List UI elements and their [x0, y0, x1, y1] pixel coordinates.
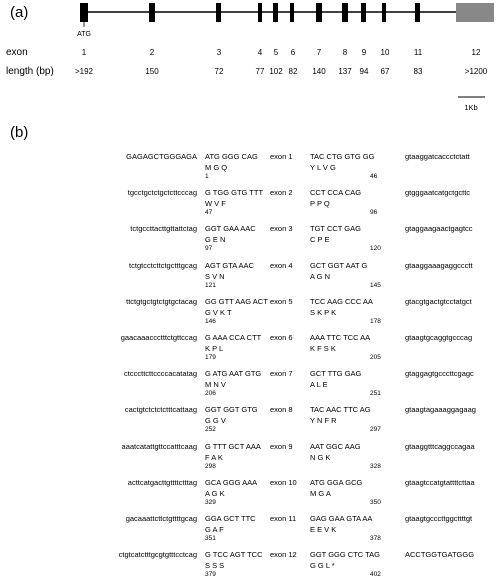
exon-length: 72 [214, 67, 224, 76]
intron-downstream-seq: gtaggagtgcccttcgagc [405, 369, 474, 379]
intron-downstream-seq: ACCTGGTGATGGG [405, 550, 475, 560]
exon-7-box [316, 3, 322, 22]
exon-end-position: 251 [370, 390, 381, 398]
exon-start-aa: G V K T [205, 307, 232, 317]
exon-4-box [258, 3, 262, 22]
exon-end-aa: S K P K [310, 307, 337, 317]
intron-upstream-seq: tctgccttacttgttattctag [130, 224, 197, 234]
exon-num: 4 [257, 48, 263, 57]
exon-num: 3 [216, 48, 222, 57]
exon-start-codons: G TTT GCT AAA [205, 441, 261, 451]
exon-num: 10 [380, 48, 390, 57]
exon-2-box [149, 3, 155, 22]
exon-end-position: 328 [370, 462, 381, 470]
intron-upstream-seq: ctgtcatctttgcgtgtttcctcag [118, 550, 197, 560]
exon-label: exon 4 [270, 260, 293, 270]
exon-end-aa: K F S K [310, 344, 336, 353]
exon-start-aa: K P L [205, 344, 224, 353]
exon-end-codons: TAC CTG GTG GG [310, 152, 375, 161]
intron-upstream-seq: gaacaaaccctttctgttccag [120, 333, 197, 342]
exon-start-codons: G ATG AAT GTG [205, 369, 262, 379]
exon-end-position: 178 [370, 317, 381, 325]
exon-end-codons: GCT TTG GAG [310, 369, 362, 379]
exon-end-codons: GAG GAA GTA AA [310, 514, 373, 523]
atg-label: ATG [77, 31, 91, 38]
exon-label: exon 3 [270, 224, 293, 234]
exon-num: 6 [290, 48, 296, 57]
gene-structure-diagram [0, 0, 500, 120]
intron-upstream-seq: ctcccttcttccccacatatag [124, 369, 197, 379]
exon-length: >192 [74, 67, 94, 76]
exon-end-aa: C P E [310, 235, 330, 245]
exon-end-codons: ATG GGA GCG [310, 477, 363, 487]
exon-12-utr-box [456, 3, 494, 22]
intron-downstream-seq: gtaggaagaactgagtcc [405, 224, 473, 234]
exon-length: 137 [338, 67, 352, 76]
exon-label: exon 7 [270, 369, 293, 379]
exon-start-aa: F A K [205, 452, 223, 462]
intron-downstream-seq: gtgggaatcatgctgcttc [405, 188, 471, 198]
exon-end-aa: P P Q [310, 199, 330, 209]
exon-num: 7 [316, 48, 322, 57]
exon-end-codons: GGT GGG CTC TAG [310, 550, 381, 560]
exon-end-codons: TAC AAC TTC AG [310, 405, 371, 415]
exon-end-position: 120 [370, 245, 381, 253]
intron-downstream-seq: gtaagtccatgtattttcttaa [405, 477, 475, 487]
intron-upstream-seq: ttctgtgctgtctgtgctacag [126, 296, 197, 306]
exon-end-aa: A G N [310, 271, 331, 281]
exon-end-aa: E E V K [310, 525, 337, 534]
exon-end-position: 402 [370, 571, 381, 578]
exon-start-codons: GCA GGG AAA [205, 477, 258, 487]
exon-label: exon 9 [270, 441, 293, 451]
length-row-label: length (bp) [6, 66, 54, 77]
exon-9-box [361, 3, 366, 22]
intron-downstream-seq: gtaagtgcaggtgcccag [405, 333, 473, 342]
exon-11-box [415, 3, 420, 22]
exon-start-aa: G G V [205, 416, 226, 426]
exon-end-codons: AAA TTC TCC AA [310, 333, 371, 342]
panel-a-label: (a) [10, 4, 29, 21]
exon-length: 82 [288, 67, 298, 76]
intron-downstream-seq: gtaaggtttcaggccagaa [405, 441, 475, 451]
exon-end-position: 378 [370, 535, 381, 542]
exon-length: 140 [312, 67, 326, 76]
exon-start-codons: G TGG GTG TTT [205, 188, 264, 198]
intron-upstream-seq: aaatcatattgttccatttcaag [121, 441, 197, 451]
exon-start-position: 146 [205, 317, 216, 325]
exon-start-position: 47 [205, 209, 213, 217]
exon-start-position: 179 [205, 354, 216, 361]
intron-upstream-seq: acttcatgacttgttttctttag [127, 477, 197, 487]
exon-end-position: 96 [370, 209, 378, 217]
exon-6-box [290, 3, 294, 22]
exon-start-aa: S V N [205, 271, 225, 281]
intron-downstream-seq: gtaagtagaaaggagaag [405, 405, 476, 415]
exon-row-label: exon [6, 47, 28, 58]
exon-label: exon 12 [270, 550, 297, 560]
exon-start-aa: W V F [205, 199, 226, 209]
exon-start-position: 206 [205, 390, 216, 398]
exon-label: exon 8 [270, 405, 293, 415]
exon-label: exon 6 [270, 333, 293, 342]
exon-num: 8 [342, 48, 348, 57]
exon-start-position: 329 [205, 498, 216, 506]
exon-end-codons: TGT CCT GAG [310, 224, 361, 234]
exon-end-codons: CCT CCA CAG [310, 188, 362, 198]
exon-label: exon 11 [270, 514, 297, 523]
scale-label: 1Kb [464, 103, 478, 112]
intron-upstream-seq: gacaaattcttctgttttgcag [125, 514, 197, 523]
exon-end-position: 297 [370, 426, 381, 434]
exon-num: 9 [361, 48, 367, 57]
exon-start-position: 252 [205, 426, 216, 434]
exon-length: >1200 [464, 67, 488, 76]
exon-start-aa: G E N [205, 235, 226, 245]
exon-label: exon 5 [270, 296, 293, 306]
exon-start-aa: M N V [205, 380, 226, 390]
exon-end-position: 46 [370, 173, 378, 180]
exon-start-aa: M G Q [205, 163, 228, 172]
exon-8-box [342, 3, 348, 22]
exon-start-codons: AGT GTA AAC [205, 260, 254, 270]
exon-5-box [273, 3, 278, 22]
exon-start-aa: S S S [205, 561, 225, 571]
exon-num: 1 [81, 48, 87, 57]
exon-length: 94 [359, 67, 369, 76]
exon-label: exon 10 [270, 477, 297, 487]
exon-start-position: 298 [205, 462, 216, 470]
exon-length: 77 [255, 67, 265, 76]
intron-downstream-seq: gtaaggaaagaggccctt [405, 260, 473, 270]
exon-end-position: 205 [370, 354, 381, 361]
exon-start-codons: GGA GCT TTC [205, 514, 256, 523]
exon-end-codons: GCT GGT AAT G [310, 260, 368, 270]
exon-start-codons: G TCC AGT TCC [205, 550, 263, 560]
intron-upstream-seq: tgcctgctctgctcttcccag [127, 188, 197, 198]
intron-downstream-seq: gtaagtgcccttggcttttgt [405, 514, 473, 523]
exon-label: exon 2 [270, 188, 293, 198]
exon-end-aa: N G K [310, 452, 331, 462]
exon-10-box [382, 3, 386, 22]
exon-start-position: 379 [205, 571, 216, 578]
exon-start-codons: GGT GAA AAC [205, 224, 256, 234]
exon-num: 12 [471, 48, 481, 57]
exon-end-aa: M G A [310, 488, 331, 498]
exon-start-codons: G AAA CCA CTT [205, 333, 262, 342]
exon-1-box [80, 3, 88, 22]
intron-upstream-seq: tctgtcctcttctgctttgcag [129, 260, 197, 270]
exon-length: 102 [269, 67, 283, 76]
exon-start-position: 121 [205, 281, 216, 289]
exon-end-codons: AAT GGC AAG [310, 441, 361, 451]
panel-b-label: (b) [10, 124, 29, 141]
exon-start-codons: GGT GGT GTG [205, 405, 258, 415]
exon-end-position: 145 [370, 281, 381, 289]
exon-end-aa: Y N F R [310, 416, 337, 426]
exon-start-aa: A G K [205, 488, 225, 498]
intron-upstream-seq: cactgtctctctctttcattaag [124, 405, 197, 415]
exon-end-aa: A L E [310, 380, 328, 390]
intron-upstream-seq: GAGAGCTGGGAGA [126, 152, 197, 161]
exon-start-codons: ATG GGG CAG [205, 152, 258, 161]
exon-label: exon 1 [270, 152, 293, 161]
exon-3-box [216, 3, 221, 22]
exon-end-codons: TCC AAG CCC AA [310, 296, 373, 306]
exon-start-position: 351 [205, 535, 216, 542]
exon-end-aa: Y L V G [310, 163, 336, 172]
exon-start-aa: G A F [205, 525, 224, 534]
exon-num: 5 [273, 48, 279, 57]
intron-downstream-seq: gtaaggatcaccctctatt [405, 152, 470, 161]
exon-end-aa: G G L * [310, 561, 335, 571]
exon-start-position: 1 [205, 173, 209, 180]
exon-length: 83 [413, 67, 423, 76]
intron-downstream-seq: gtacgtgactgtcctatgct [405, 296, 472, 306]
exon-length: 150 [145, 67, 159, 76]
exon-end-position: 350 [370, 498, 381, 506]
exon-start-codons: GG GTT AAG ACT [205, 296, 268, 306]
exon-num: 11 [413, 48, 423, 57]
exon-length: 67 [380, 67, 390, 76]
exon-num: 2 [149, 48, 155, 57]
exon-start-position: 97 [205, 245, 213, 253]
